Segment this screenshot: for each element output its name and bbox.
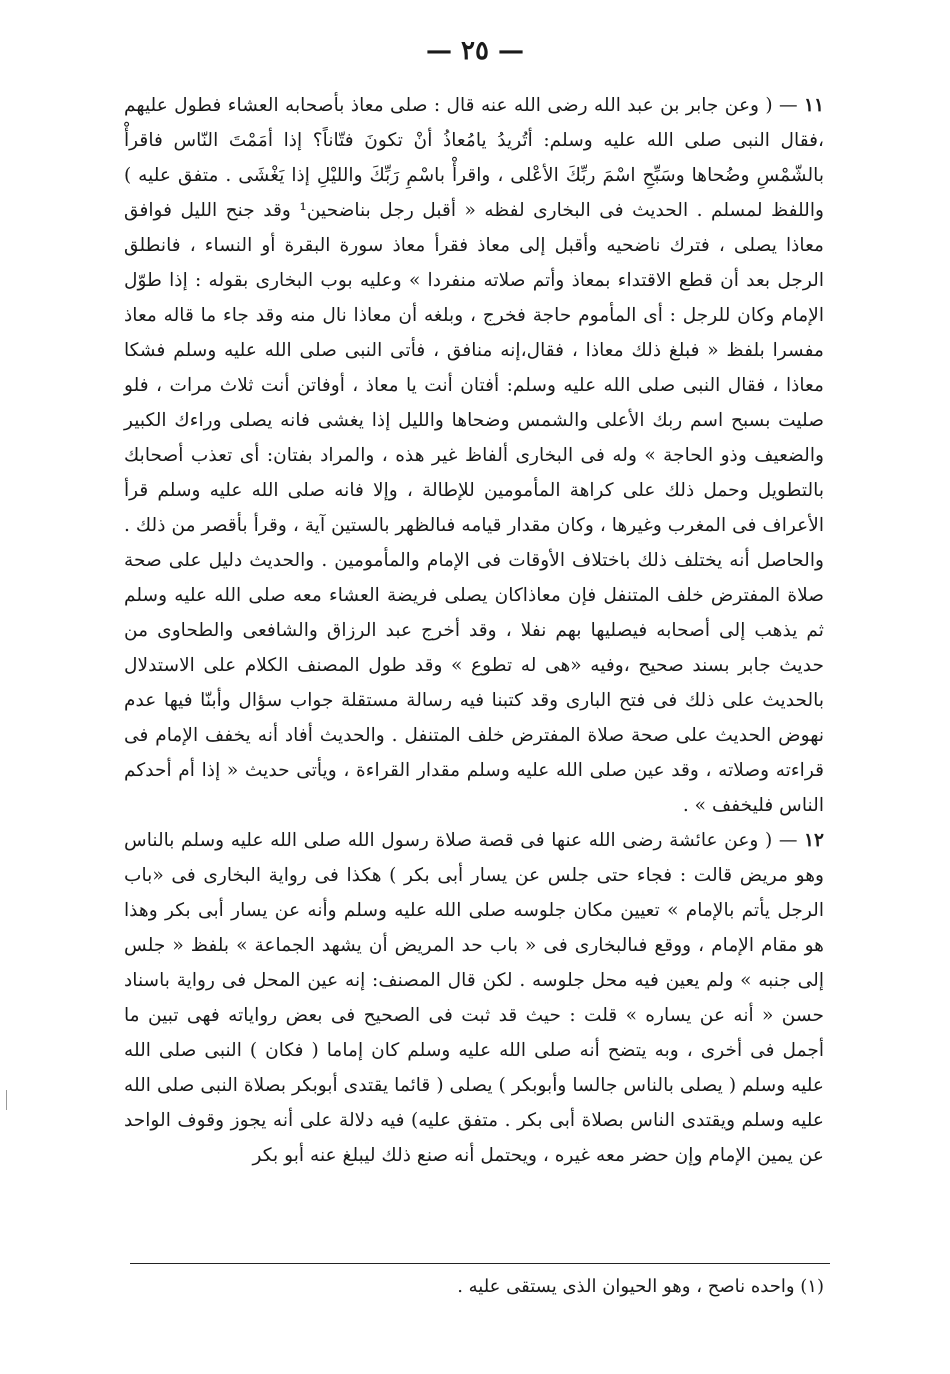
margin-mark	[6, 1090, 11, 1110]
footnote: (١) واحده ناصح ، وهو الحيوان الذى يستقى عليه .	[457, 1276, 824, 1297]
hadith-number: ١١	[804, 95, 824, 116]
footnote-divider	[130, 1263, 830, 1264]
paragraph-text: — ( وعن جابر بن عبد الله رضى الله عنه قال : صلى معاذ بأصحابه العشاء فطول عليهم ،فقال النبى صلى الله عليه وسلم: أتُريدُ يامُعاذُ أنْ تكونَ فتّاناً؟ إذا أمَمْتَ النّاس فاقرأْ بالشّمْسِ وضُحاها وسَبِّحِ اسْمَ ربِّكَ الأعْلى ، واقرأْ باسْمِ رَبِّكَ والليْلِ إذا يَغْشَى . متفق عليه ) واللفظ لمسلم . الحديث فى البخارى لفظه « أقبل رجل بناضحين¹ وقد جنح الليل فوافق معاذا يصلى ، فترك ناضحيه وأقبل إلى معاذ فقرأ معاذ سورة البقرة أو النساء ، فانطلق الرجل بعد أن قطع الاقتداء بمعاذ وأتم صلاته منفردا » وعليه بوب البخارى بقوله : إذا طوّل الإمام وكان للرجل : أى المأموم حاجة فخرج ، وبلغه أن معاذا نال منه وقد جاء ما قاله معاذ مفسرا بلفظ « فبلغ ذلك معاذا ، فقال،إنه منافق ، فأتى النبى صلى الله عليه وسلم فشكا معاذا ، فقال النبى صلى الله عليه وسلم: أفتان أنت يا معاذ ، أوفاتن أنت ثلاث مرات ، فلو صليت بسبح اسم ربك الأعلى والشمس وضحاها والليل إذا يغشى فانه يصلى وراءك الكبير والضعيف وذو الحاجة » وله فى البخارى ألفاظ غير هذه ، والمراد بفتان: أى تعذب أصحابك بالتطويل وحمل ذلك على كراهة المأمومين للإطالة ، وإلا فانه صلى الله عليه وسلم قرأ الأعراف فى المغرب وغيرها ، وكان مقدار قيامه فىالظهر بالستين آية ، وقرأ بأقصر من ذلك . والحاصل أنه يختلف ذلك باختلاف الأوقات فى الإمام والمأمومين . والحديث دليل على صحة صلاة المفترض خلف المتنفل فإن معاذاكان يصلى فريضة العشاء معه صلى الله عليه وسلم ثم يذهب إلى أصحابه فيصليها بهم نفلا ، وقد أخرج عبد الرزاق والشافعى والطحاوى من حديث جابر بسند صحيح ،وفيه «هى له تطوع » وقد طول المصنف الكلام على الاستدلال بالحديث على ذلك فى فتح البارى وقد كتبنا فيه رسالة مستقلة جواب سؤال وأبنّا فيها عدم نهوض الحديث على صحة صلاة المفترض خلف المتنفل . والحديث أفاد أنه يخفف الإمام فى قراءته وصلاته ، وقد عين صلى الله عليه وسلم مقدار القراءة ، ويأتى حديث « إذا أم أحدكم الناس فليخفف » .	[124, 95, 824, 816]
page-number: — ٢٥ —	[425, 36, 525, 66]
paragraph-11	[124, 88, 824, 823]
hadith-number: ١٢	[804, 830, 824, 851]
paragraph-12	[124, 823, 824, 1173]
paragraph-text: — ( وعن عائشة رضى الله عنها فى قصة صلاة رسول الله صلى الله عليه وسلم بالناس وهو مريض قالت : فجاء حتى جلس عن يسار أبى بكر ) هكذا فى رواية البخارى فى «باب الرجل يأتم بالإمام » تعيين مكان جلوسه صلى الله عليه وسلم وأنه عن يسار أبى بكر وهذا هو مقام الإمام ، ووقع فىالبخارى فى « باب حد المريض أن يشهد الجماعة » بلفظ « جلس إلى جنبه » ولم يعين فيه محل جلوسه . لكن قال المصنف: إنه عين المحل فى رواية باسناد حسن « أنه عن يساره » قلت : حيث قد ثبت فى الصحيح فى بعض رواياته فهى تبين ما أجمل فى أخرى ، وبه يتضح أنه صلى الله عليه وسلم كان إماما ( فكان ) النبى صلى الله عليه وسلم ( يصلى بالناس جالسا وأبوبكر ) يصلى ( قائما يقتدى أبوبكر بصلاة النبى صلى الله عليه وسلم ويقتدى الناس بصلاة أبى بكر . متفق عليه) فيه دلالة على أنه يجوز وقوف الواحد عن يمين الإمام وإن حضر معه غيره ، ويحتمل أنه صنع ذلك ليبلغ عنه أبو بكر	[124, 830, 824, 1166]
main-text	[124, 88, 824, 1173]
